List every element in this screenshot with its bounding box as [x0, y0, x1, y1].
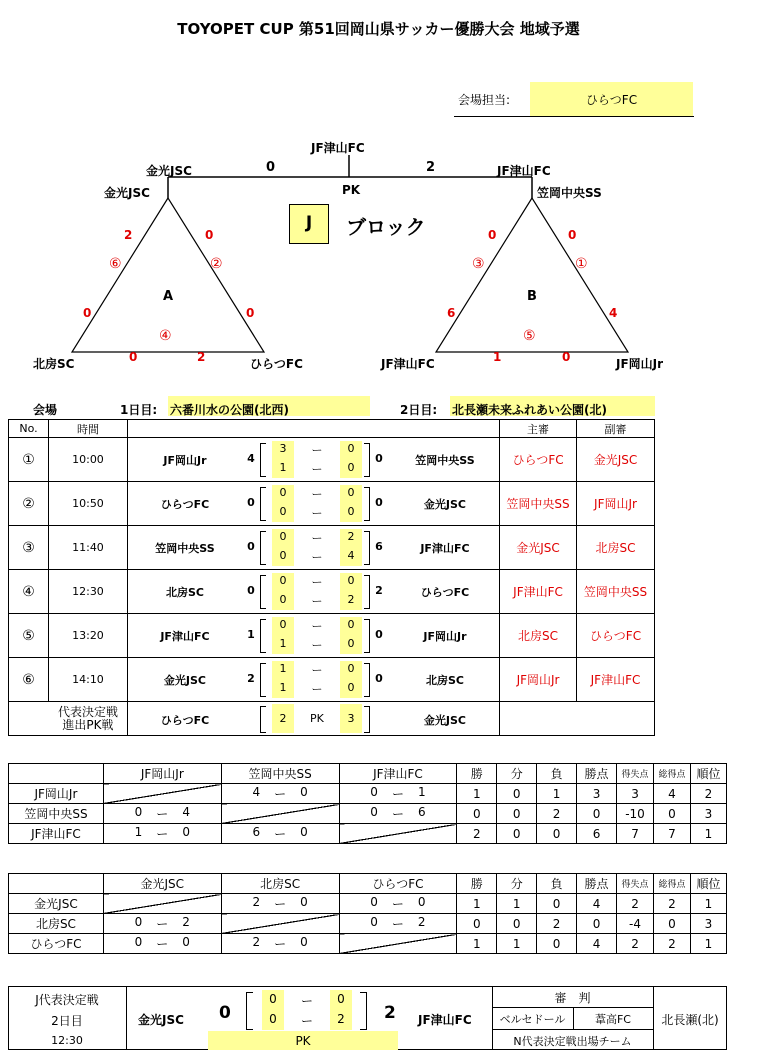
standings-header: 得失点	[617, 764, 654, 784]
half-score: 0	[347, 442, 355, 455]
away-team: 笠岡中央SS	[415, 454, 475, 467]
dash: ー	[300, 994, 313, 1008]
standings-stat: 3	[577, 784, 617, 804]
dash: ー	[391, 897, 404, 911]
match-number: ①	[9, 438, 49, 482]
group-b-bottom-left-team: JF津山FC	[381, 357, 435, 371]
dash: ー	[274, 897, 287, 911]
referee: 北房SC	[500, 614, 577, 658]
dash: ー	[391, 787, 404, 801]
day1-venue: 六番川水の公園(北西)	[170, 403, 289, 417]
head-to-head-score: 2	[417, 915, 426, 929]
standings-stat: 0	[497, 914, 537, 934]
away-score: 0	[375, 628, 383, 641]
group-b-name: B	[527, 289, 537, 304]
standings-row	[9, 824, 727, 844]
head-to-head-score: 0	[134, 805, 143, 819]
home-team: 金光JSC	[163, 674, 206, 687]
standings-stat: 2	[457, 824, 497, 844]
final-pk: PK	[295, 1034, 311, 1048]
standings-stat: 4	[577, 894, 617, 914]
referee: JF岡山Jr	[500, 658, 577, 702]
standings-stat: 2	[654, 934, 691, 954]
pk-label-2: 進出PK戦	[62, 717, 114, 732]
bracket-pk: PK	[342, 183, 361, 197]
standings-team: JF津山FC	[9, 824, 104, 844]
match-number: ②	[9, 482, 49, 526]
half-score: 0	[347, 574, 355, 587]
final-half1-home: 0	[269, 992, 277, 1006]
home-team: JF岡山Jr	[163, 454, 207, 467]
referee-header: 審 判	[554, 991, 591, 1005]
schedule-table	[8, 419, 655, 736]
away-score: 0	[375, 452, 383, 465]
match-number: ⑥	[9, 658, 49, 702]
header-no: No.	[9, 420, 49, 438]
standings-stat: 1	[497, 894, 537, 914]
match-number: ④	[9, 570, 49, 614]
referee: JF津山FC	[500, 570, 577, 614]
block-label: ブロック	[346, 215, 426, 239]
match-row	[9, 482, 655, 526]
standings-stat: 4	[577, 934, 617, 954]
final-note: N代表決定戦出場チーム	[513, 1035, 632, 1048]
head-to-head-score: 0	[300, 825, 308, 839]
home-team: 笠岡中央SS	[155, 542, 215, 555]
referee: 笠岡中央SS	[500, 482, 577, 526]
dash: ー	[156, 807, 169, 821]
block-letter: J	[305, 213, 313, 233]
away-team: JF津山FC	[420, 542, 470, 555]
dash: ー	[156, 937, 169, 951]
head-to-head-score: 0	[300, 935, 308, 949]
half-score: 0	[279, 618, 287, 631]
pk-home-team: ひらつFC	[160, 714, 210, 727]
head-to-head-score: 0	[417, 895, 426, 909]
dash: ー	[274, 937, 287, 951]
dash: ー	[311, 683, 323, 696]
away-score: 2	[375, 584, 383, 597]
half-score: 1	[279, 461, 287, 474]
bracket-left-team: 金光JSC	[146, 164, 192, 178]
standings-header: 順位	[690, 874, 726, 894]
referee: ひらつFC	[500, 438, 577, 482]
match-number: ②	[210, 256, 223, 272]
match-number: ⑥	[109, 256, 122, 272]
dash: ー	[311, 444, 323, 457]
final-label: J代表決定戦	[35, 993, 99, 1007]
score: 0	[562, 350, 571, 364]
half-score: 0	[347, 618, 355, 631]
venue-manager-value: ひらつFC	[585, 93, 638, 107]
standings-header: 勝点	[577, 874, 617, 894]
dash: ー	[156, 827, 169, 841]
home-score: 0	[247, 584, 255, 597]
head-to-head-score: 2	[252, 935, 261, 949]
standings-header: 金光JSC	[103, 874, 221, 894]
standings-stat: 1	[690, 894, 726, 914]
head-to-head-score: 2	[252, 895, 261, 909]
bracket-right-team: JF津山FC	[497, 164, 551, 178]
half-score: 0	[347, 505, 355, 518]
group-a-name: A	[162, 289, 174, 304]
head-to-head-score: 0	[370, 915, 378, 929]
half-score: 0	[347, 461, 355, 474]
group-b-top-team: 笠岡中央SS	[537, 186, 602, 200]
assistant-referee: 金光JSC	[577, 438, 655, 482]
half-score: 1	[279, 662, 287, 675]
standings-stat: 2	[617, 894, 654, 914]
half-score: 0	[279, 505, 287, 518]
head-to-head-score: 0	[370, 895, 378, 909]
bracket-winner: JF津山FC	[311, 141, 365, 155]
away-team: JF岡山Jr	[423, 630, 467, 643]
half-score: 0	[347, 637, 355, 650]
bracket-right-score: 2	[426, 160, 436, 175]
final-day: 2日目	[51, 1014, 83, 1028]
dash: ー	[300, 1014, 313, 1028]
final-away-team: JF津山FC	[418, 1013, 472, 1027]
referee: 金光JSC	[500, 526, 577, 570]
score: 0	[246, 306, 255, 320]
assistant-referee: ひらつFC	[577, 614, 655, 658]
match-row	[9, 570, 655, 614]
half-score: 1	[279, 637, 287, 650]
match-time: 10:50	[48, 482, 127, 526]
standings-stat: 0	[457, 914, 497, 934]
standings-stat: 1	[690, 824, 726, 844]
standings-header: 勝点	[577, 764, 617, 784]
half-score: 0	[279, 593, 287, 606]
final-venue: 北長瀬(北)	[661, 1013, 719, 1027]
standings-stat: 1	[690, 934, 726, 954]
head-to-head-score: 1	[417, 785, 426, 799]
match-time: 10:00	[48, 438, 127, 482]
final-home-team: 金光JSC	[138, 1013, 184, 1027]
standings-stat: 0	[457, 804, 497, 824]
half-score: 0	[347, 662, 355, 675]
standings-header: JF岡山Jr	[103, 764, 221, 784]
standings-header: 北房SC	[221, 874, 339, 894]
pk-home-score: 2	[279, 712, 287, 725]
dash: ー	[391, 917, 404, 931]
head-to-head-score: 4	[182, 805, 190, 819]
standings-stat: 0	[654, 804, 691, 824]
standings-stat: 0	[537, 894, 577, 914]
head-to-head-score: 0	[134, 915, 143, 929]
standings-table-a	[8, 873, 727, 954]
score: 0	[129, 350, 138, 364]
standings-header: ひらつFC	[339, 874, 457, 894]
standings-header: 分	[497, 874, 537, 894]
standings-row	[9, 804, 727, 824]
score: 0	[83, 306, 92, 320]
match-time: 11:40	[48, 526, 127, 570]
venue-label: 会場	[33, 403, 58, 417]
standings-stat: 1	[537, 784, 577, 804]
standings-table-b	[8, 763, 727, 844]
away-score: 0	[375, 672, 383, 685]
standings-stat: 3	[617, 784, 654, 804]
away-team: ひらつFC	[420, 586, 470, 599]
dash: ー	[274, 787, 287, 801]
half-score: 0	[279, 549, 287, 562]
half-score: 4	[347, 549, 355, 562]
assistant-referee: JF岡山Jr	[577, 482, 655, 526]
head-to-head-score: 0	[370, 785, 378, 799]
score: 4	[609, 306, 618, 320]
dash: ー	[391, 807, 404, 821]
standings-stat: 2	[690, 784, 726, 804]
assistant-referee: 北房SC	[577, 526, 655, 570]
match-number: ⑤	[523, 328, 536, 344]
head-to-head-score: 6	[417, 805, 426, 819]
standings-team: 北房SC	[9, 914, 104, 934]
match-time: 13:20	[48, 614, 127, 658]
standings-header: 笠岡中央SS	[221, 764, 339, 784]
standings-header: 勝	[457, 874, 497, 894]
match-row	[9, 614, 655, 658]
standings-stat: 0	[537, 934, 577, 954]
pk-away-team: 金光JSC	[423, 714, 466, 727]
standings-header: 負	[537, 874, 577, 894]
score: 2	[124, 228, 133, 242]
head-to-head-score: 6	[252, 825, 261, 839]
dash: ー	[311, 532, 323, 545]
header-assistant: 副審	[577, 420, 655, 438]
score: 0	[568, 228, 577, 242]
home-team: 北房SC	[165, 586, 204, 599]
half-score: 2	[347, 593, 355, 606]
standings-stat: 0	[537, 824, 577, 844]
home-score: 2	[247, 672, 255, 685]
standings-header: 勝	[457, 764, 497, 784]
standings-team: ひらつFC	[9, 934, 104, 954]
standings-stat: 0	[497, 824, 537, 844]
half-score: 0	[279, 530, 287, 543]
group-a-bottom-left-team: 北房SC	[33, 357, 75, 371]
header-time: 時間	[48, 420, 127, 438]
dash: ー	[311, 576, 323, 589]
standings-stat: 7	[617, 824, 654, 844]
standings-stat: 0	[654, 914, 691, 934]
dash: ー	[274, 827, 287, 841]
dash: ー	[311, 488, 323, 501]
final-home-score: 0	[219, 1003, 231, 1023]
standings-stat: 0	[497, 784, 537, 804]
match-number: ③	[9, 526, 49, 570]
head-to-head-score: 1	[134, 825, 143, 839]
half-score: 0	[279, 574, 287, 587]
head-to-head-score: 0	[182, 825, 190, 839]
head-to-head-score: 0	[370, 805, 378, 819]
away-score: 6	[375, 540, 383, 553]
standings-row	[9, 934, 727, 954]
standings-stat: 0	[577, 804, 617, 824]
group-a-top-team: 金光JSC	[104, 186, 150, 200]
head-to-head-score: 0	[300, 785, 308, 799]
standings-header: JF津山FC	[339, 764, 457, 784]
away-team: 金光JSC	[423, 498, 466, 511]
dash: ー	[311, 507, 323, 520]
standings-header: 分	[497, 764, 537, 784]
standings-team: 笠岡中央SS	[9, 804, 104, 824]
score: 1	[493, 350, 502, 364]
final-referee-1: ベルセドール	[499, 1013, 566, 1026]
final-half1-away: 0	[337, 992, 345, 1006]
assistant-referee: 笠岡中央SS	[577, 570, 655, 614]
standings-stat: 0	[577, 914, 617, 934]
standings-stat: 2	[617, 934, 654, 954]
standings-stat: 2	[537, 804, 577, 824]
bracket-left-score: 0	[266, 160, 276, 175]
standings-row	[9, 784, 727, 804]
standings-team: JF岡山Jr	[9, 784, 104, 804]
standings-stat: -10	[617, 804, 654, 824]
head-to-head-score: 4	[252, 785, 261, 799]
half-score: 2	[347, 530, 355, 543]
standings-stat: 7	[654, 824, 691, 844]
standings-stat: 3	[690, 804, 726, 824]
pk-away-score: 3	[347, 712, 355, 725]
standings-stat: 1	[497, 934, 537, 954]
head-to-head-score: 0	[182, 935, 190, 949]
group-a-bottom-right-team: ひらつFC	[250, 357, 303, 371]
head-to-head-score: 0	[300, 895, 308, 909]
standings-header: 得失点	[617, 874, 654, 894]
home-score: 1	[247, 628, 255, 641]
score: 0	[488, 228, 497, 242]
match-number: ③	[472, 256, 485, 272]
standings-stat: 3	[690, 914, 726, 934]
home-team: JF津山FC	[160, 630, 210, 643]
match-time: 14:10	[48, 658, 127, 702]
head-to-head-score: 2	[182, 915, 190, 929]
standings-stat: 1	[457, 934, 497, 954]
dash: ー	[311, 620, 323, 633]
home-score: 0	[247, 496, 255, 509]
group-b-bottom-right-team: JF岡山Jr	[616, 357, 664, 371]
away-score: 0	[375, 496, 383, 509]
pk-label: PK	[310, 712, 324, 725]
standings-team: 金光JSC	[9, 894, 104, 914]
final-half2-away: 2	[337, 1012, 345, 1026]
standings-stat: 1	[457, 784, 497, 804]
standings-header: 順位	[690, 764, 726, 784]
final-half2-home: 0	[269, 1012, 277, 1026]
home-team: ひらつFC	[160, 498, 210, 511]
away-team: 北房SC	[425, 674, 464, 687]
venue-manager-label: 会場担当:	[458, 93, 511, 107]
standings-header: 負	[537, 764, 577, 784]
match-number: ④	[159, 328, 172, 344]
score: 6	[447, 306, 456, 320]
standings-row	[9, 894, 727, 914]
standings-stat: 0	[497, 804, 537, 824]
dash: ー	[311, 595, 323, 608]
standings-row	[9, 914, 727, 934]
assistant-referee: JF津山FC	[577, 658, 655, 702]
half-score: 3	[279, 442, 287, 455]
page-title: TOYOPET CUP 第51回岡山県サッカー優勝大会 地域予選	[177, 20, 580, 38]
dash: ー	[311, 551, 323, 564]
half-score: 0	[279, 486, 287, 499]
half-score: 0	[347, 681, 355, 694]
day2-venue: 北長瀬未来ふれあい公園(北)	[452, 403, 607, 417]
half-score: 1	[279, 681, 287, 694]
standings-stat: 4	[654, 784, 691, 804]
standings-stat: -4	[617, 914, 654, 934]
final-referee-2: 葦高FC	[594, 1013, 631, 1026]
final-time: 12:30	[51, 1034, 83, 1047]
match-row	[9, 658, 655, 702]
standings-stat: 6	[577, 824, 617, 844]
day1-label: 1日目:	[120, 403, 158, 417]
dash: ー	[311, 463, 323, 476]
match-number: ①	[575, 256, 588, 272]
score: 2	[197, 350, 206, 364]
standings-stat: 2	[654, 894, 691, 914]
score: 0	[205, 228, 214, 242]
pk-row	[9, 702, 655, 736]
standings-header: 総得点	[654, 874, 691, 894]
home-score: 0	[247, 540, 255, 553]
dash: ー	[156, 917, 169, 931]
final-away-score: 2	[384, 1003, 396, 1023]
match-row	[9, 438, 655, 482]
dash: ー	[311, 639, 323, 652]
head-to-head-score: 0	[134, 935, 143, 949]
home-score: 4	[247, 452, 255, 465]
standings-header: 総得点	[654, 764, 691, 784]
dash: ー	[311, 664, 323, 677]
day2-label: 2日目:	[400, 403, 438, 417]
standings-stat: 2	[537, 914, 577, 934]
standings-stat: 1	[457, 894, 497, 914]
match-time: 12:30	[48, 570, 127, 614]
half-score: 0	[347, 486, 355, 499]
pk-label-1: 代表決定戦	[57, 704, 118, 719]
header-referee: 主審	[500, 420, 577, 438]
match-number: ⑤	[9, 614, 49, 658]
match-row	[9, 526, 655, 570]
